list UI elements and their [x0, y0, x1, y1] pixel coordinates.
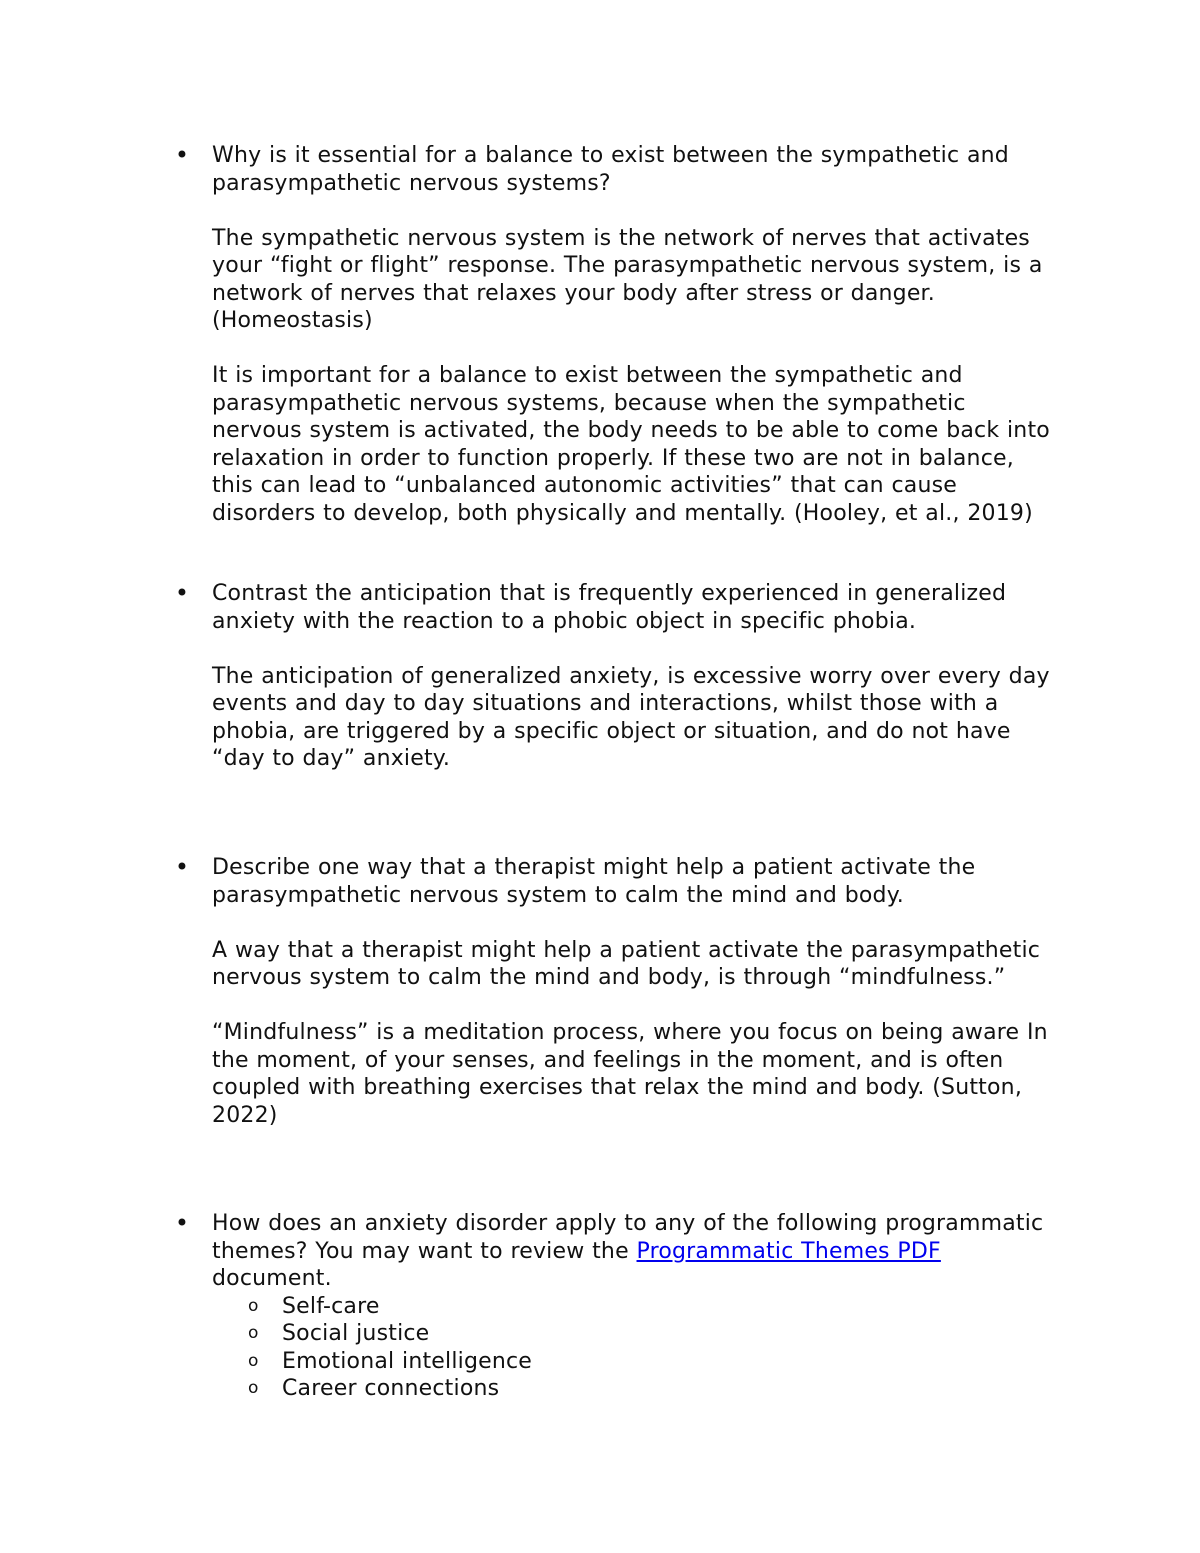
list-item — [212, 1375, 1060, 1403]
question-text: Describe one way that a therapist might help a patient activate the parasympathetic nervous system to calm the mind and body. — [212, 855, 976, 908]
theme-label: Social justice — [282, 1321, 430, 1346]
bullet-icon: • — [174, 141, 190, 169]
question-item-4 — [160, 1210, 1060, 1403]
question-item-2 — [160, 580, 1060, 773]
answer-paragraph: The sympathetic nervous system is the network of nerves that activates your “fight or flight” response. The parasympathetic nervous system, is a network of nerves that relaxes your body after stress or danger. (Homeostasis) — [212, 225, 1043, 333]
question-text-start: How does an anxiety disorder apply to any of the following programmatic themes? You may want to review the — [212, 1211, 1044, 1264]
answer-paragraph: It is important for a balance to exist between the sympathetic and parasympathetic nervous systems, because when the sympathetic nervous system is activated, the body needs to be able to come back into relaxation in order to function properly. If these two are not in balance, this can lead to “unbalanced autonomic activities” that can cause disorders to develop, both physically and mentally. (Hooley, et al., 2019) — [212, 363, 1050, 526]
question-text — [212, 1210, 1060, 1293]
circle-bullet-icon: o — [248, 1350, 259, 1371]
question-item-1 — [160, 142, 1060, 527]
programmatic-themes-link[interactable]: Programmatic Themes PDF — [636, 1238, 941, 1264]
theme-label: Emotional intelligence — [282, 1348, 533, 1374]
theme-label: Career connections — [282, 1376, 500, 1401]
question-text: Why is it essential for a balance to exist between the sympathetic and parasympathetic nervous systems? — [212, 143, 1009, 196]
circle-bullet-icon: o — [248, 1378, 259, 1398]
list-item — [212, 1348, 1060, 1376]
bullet-icon: • — [174, 579, 190, 607]
list-item — [212, 1293, 1060, 1321]
themes-list — [212, 1293, 1060, 1403]
bullet-icon: • — [174, 1209, 190, 1237]
answer-paragraph: “Mindfulness” is a meditation process, where you focus on being aware In the moment, of your senses, and feelings in the moment, and is often coupled with breathing exercises that relax the mind and body. (Sutton, 2022) — [212, 1020, 1048, 1128]
circle-bullet-icon: o — [248, 1295, 259, 1316]
bullet-icon: • — [174, 853, 190, 881]
question-text: Contrast the anticipation that is frequently experienced in generalized anxiety with the reaction to a phobic object in specific phobia. — [212, 581, 1007, 634]
list-item — [212, 1320, 1060, 1348]
answer-paragraph: A way that a therapist might help a patient activate the parasympathetic nervous system to calm the mind and body, is through “mindfulness.” — [212, 937, 1041, 990]
answer-paragraph: The anticipation of generalized anxiety, is excessive worry over every day events and day to day situations and interactions, whilst those with a phobia, are triggered by a specific object or situation, and do not have “day to day” anxiety. — [212, 663, 1050, 771]
theme-label: Self-care — [282, 1293, 380, 1319]
question-item-3 — [160, 854, 1060, 1129]
question-text-end: document. — [212, 1266, 332, 1291]
circle-bullet-icon: o — [248, 1323, 259, 1343]
